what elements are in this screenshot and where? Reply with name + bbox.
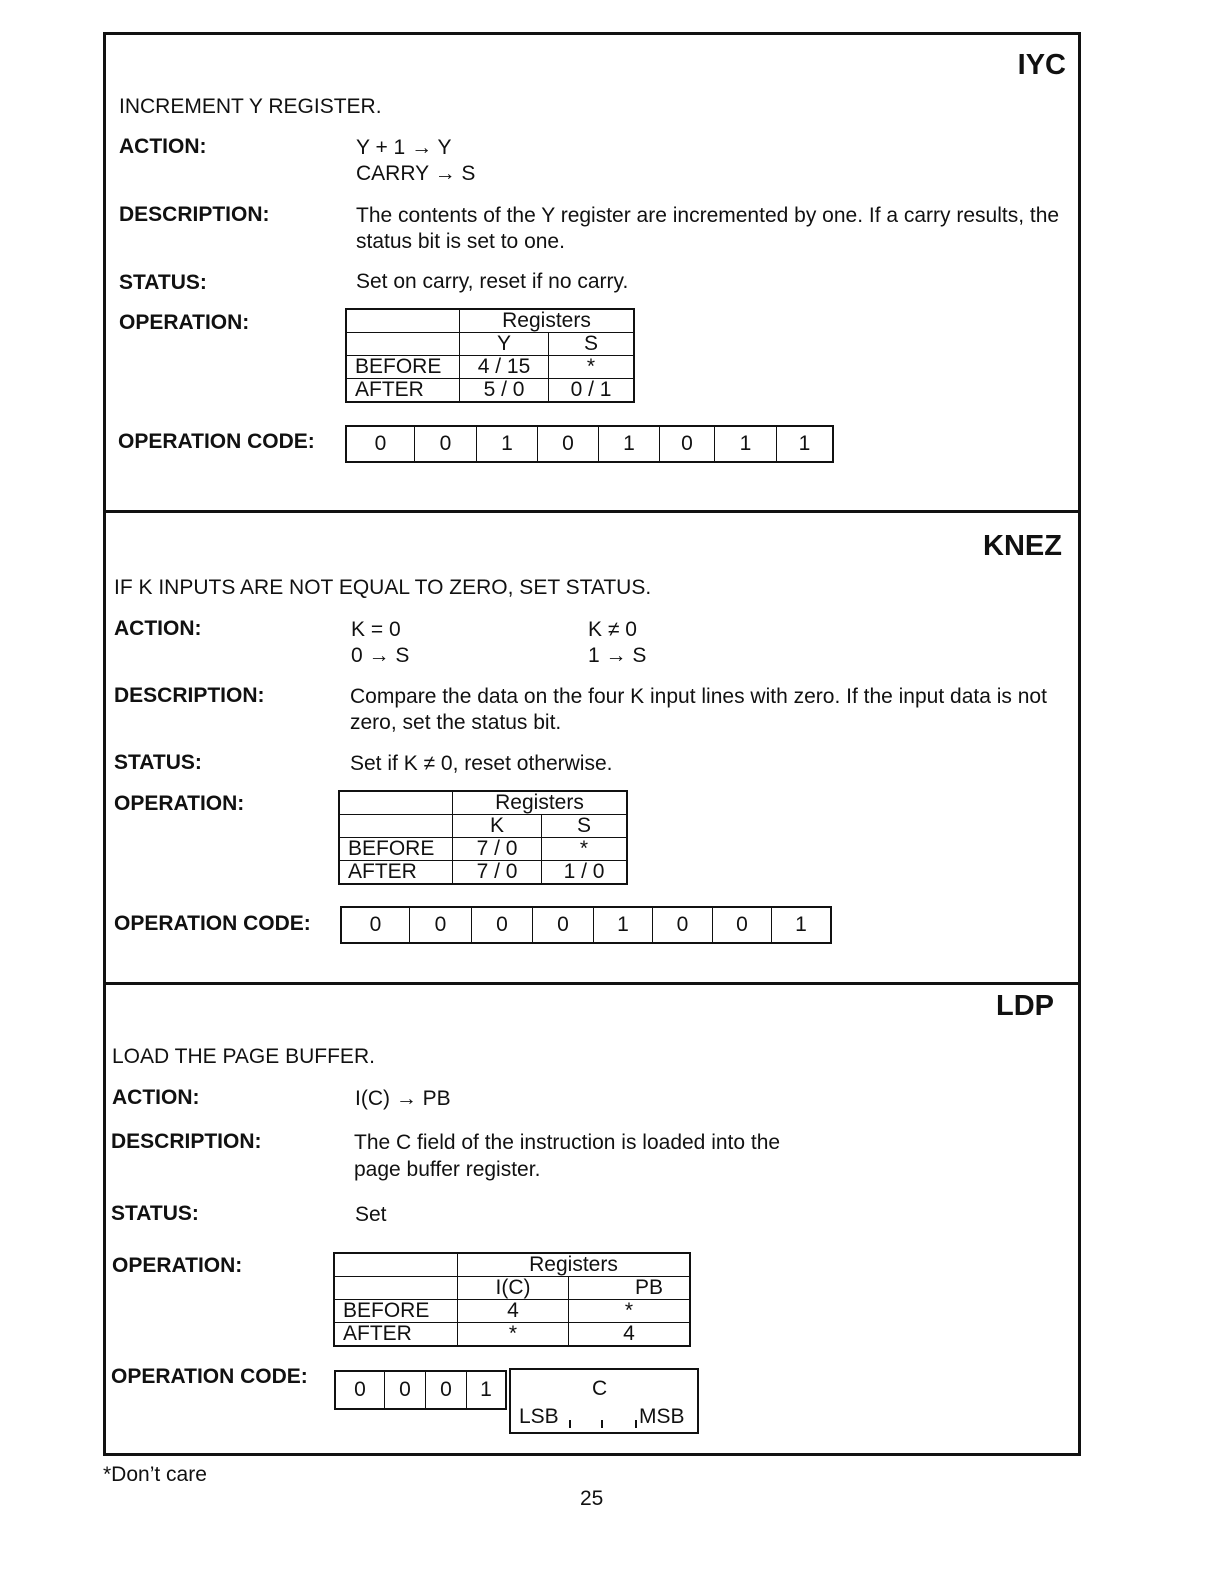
cell: 7 / 0 [453, 838, 542, 861]
mnemonic: LDP [996, 990, 1054, 1022]
cell: * [458, 1323, 569, 1347]
registers-header: Registers [453, 791, 628, 815]
row-label: AFTER [334, 1323, 458, 1347]
column-header: I(C) [458, 1277, 569, 1300]
instruction-frame [103, 32, 1081, 1456]
status-label: STATUS: [119, 271, 207, 294]
opcode-bit: 1 [798, 432, 811, 455]
action-line: CARRY → S [356, 162, 476, 185]
opcode-boxes [334, 1370, 507, 1410]
bit-tick [569, 1420, 571, 1428]
cell: 4 [458, 1300, 569, 1323]
description: Compare the data on the four K input lines with zero. If the input data is not zero, set the status bit. [350, 685, 1047, 734]
instruction-iyc [106, 35, 1078, 513]
opcode-bit: 0 [342, 908, 410, 942]
opcode-bit: 1 [795, 913, 807, 936]
opcode-boxes [340, 906, 832, 944]
opcode-bit: 0 [538, 427, 599, 461]
msb-label: MSB [639, 1405, 685, 1428]
description-label: DESCRIPTION: [111, 1130, 262, 1153]
cell: 0 / 1 [549, 379, 635, 403]
status-label: STATUS: [114, 751, 202, 774]
opcode-boxes [345, 425, 834, 463]
opcode-bit: 1 [477, 427, 538, 461]
opcode-bit: 0 [347, 427, 415, 461]
row-label: BEFORE [334, 1300, 458, 1323]
opcode-bit: 0 [410, 908, 472, 942]
mnemonic: KNEZ [983, 530, 1062, 562]
row-label: BEFORE [339, 838, 453, 861]
opcode-bit: 0 [336, 1372, 385, 1408]
action-line: I(C) → PB [355, 1087, 451, 1110]
mnemonic: IYC [1017, 49, 1066, 81]
registers-header: Registers [458, 1253, 691, 1277]
opcode-label: OPERATION CODE: [114, 912, 311, 935]
opcode-bit: 1 [715, 427, 777, 461]
cell: 4 [569, 1323, 691, 1347]
description-line: The C field of the instruction is loaded into the [354, 1131, 781, 1154]
cell: 1 / 0 [542, 861, 628, 885]
status-label: STATUS: [111, 1202, 199, 1225]
action-line-alt: K ≠ 0 [588, 618, 637, 641]
opcode-bit: 0 [472, 908, 533, 942]
opcode-bit: 0 [533, 908, 594, 942]
row-label: AFTER [346, 379, 460, 403]
column-header: Y [460, 333, 549, 356]
action-line: K = 0 [351, 618, 401, 641]
row-label: AFTER [339, 861, 453, 885]
status: Set if K ≠ 0, reset otherwise. [350, 752, 613, 775]
row-label: BEFORE [346, 356, 460, 379]
registers-header: Registers [460, 309, 635, 333]
action-label: ACTION: [114, 617, 202, 640]
operation-label: OPERATION: [112, 1254, 243, 1277]
opcode-bit: 0 [426, 1372, 467, 1408]
opcode-bit: 1 [599, 427, 660, 461]
headline: IF K INPUTS ARE NOT EQUAL TO ZERO, SET STATUS. [114, 576, 652, 599]
status: Set on carry, reset if no carry. [356, 270, 629, 293]
opcode-label: OPERATION CODE: [118, 430, 315, 453]
opcode-label: OPERATION CODE: [111, 1365, 308, 1388]
action-label: ACTION: [112, 1086, 200, 1109]
column-header: K [453, 815, 542, 838]
headline: INCREMENT Y REGISTER. [119, 95, 382, 118]
registers-table [333, 1252, 691, 1347]
opcode-bit: 1 [480, 1378, 492, 1401]
action-line: Y + 1 → Y [356, 136, 452, 159]
instruction-knez [106, 510, 1078, 985]
lsb-label: LSB [519, 1405, 559, 1428]
cell: * [549, 356, 635, 379]
headline: LOAD THE PAGE BUFFER. [112, 1045, 375, 1068]
opcode-bit: 0 [653, 908, 713, 942]
opcode-bit: 1 [594, 908, 653, 942]
operation-label: OPERATION: [119, 311, 250, 334]
cell: * [542, 838, 628, 861]
description: The contents of the Y register are incremented by one. If a carry results, the status bit is set to one. [356, 204, 1060, 253]
registers-table [338, 790, 628, 885]
description-label: DESCRIPTION: [114, 684, 265, 707]
operation-label: OPERATION: [114, 792, 245, 815]
cell: 7 / 0 [453, 861, 542, 885]
opcode-bit: 0 [385, 1372, 426, 1408]
column-header: S [549, 333, 635, 356]
cell: 4 / 15 [460, 356, 549, 379]
action-label: ACTION: [119, 135, 207, 158]
column-header: PB [569, 1277, 691, 1300]
opcode-bit: 0 [415, 427, 477, 461]
page-number: 25 [580, 1487, 604, 1510]
opcode-bit: 0 [713, 908, 772, 942]
action-line-alt: 1 → S [588, 644, 647, 667]
instruction-ldp [106, 982, 1078, 1453]
status: Set [355, 1203, 387, 1226]
opcode-bit: 0 [660, 427, 715, 461]
description-label: DESCRIPTION: [119, 203, 270, 226]
cell: 5 / 0 [460, 379, 549, 403]
bit-tick [601, 1420, 603, 1428]
action-line: 0 → S [351, 644, 410, 667]
bit-tick [635, 1420, 637, 1428]
column-header: S [542, 815, 628, 838]
c-field-label: C [592, 1377, 608, 1400]
c-field-box [509, 1368, 699, 1434]
registers-table [345, 308, 635, 403]
footnote: *Don’t care [103, 1463, 207, 1486]
description-line: page buffer register. [354, 1158, 541, 1181]
cell: * [569, 1300, 691, 1323]
